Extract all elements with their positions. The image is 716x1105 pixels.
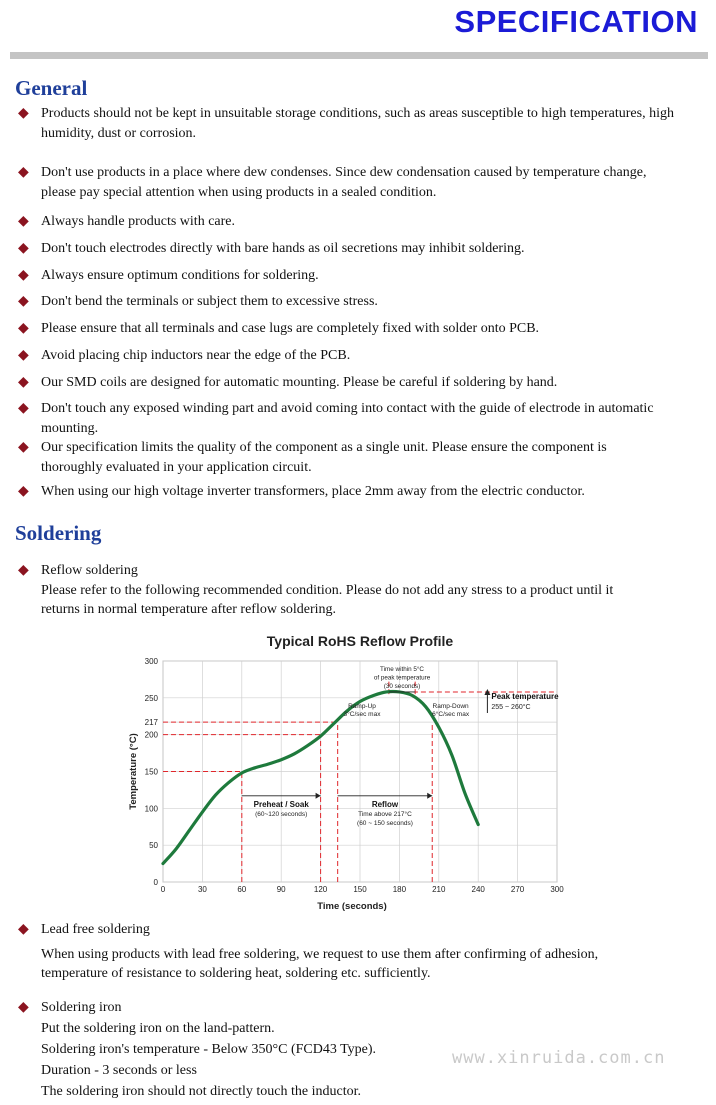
ramp-down-note: 6°C/sec max	[432, 711, 470, 719]
general-item-continuation: humidity, dust or corrosion.	[41, 125, 197, 141]
y-tick-label: 0	[153, 878, 158, 887]
lead-free-title: Lead free soldering	[41, 922, 150, 937]
diamond-bullet-icon: ◆	[18, 563, 29, 578]
general-item-text: Our specification limits the quality of the component as a single unit. Please ensure the component is	[41, 440, 607, 455]
general-item	[18, 266, 319, 286]
peak-temp-title: Peak temperature	[491, 692, 559, 701]
x-tick-label: 270	[510, 885, 525, 894]
general-item	[18, 212, 235, 232]
general-item-text: Don't bend the terminals or subject them to excessive stress.	[41, 294, 378, 309]
preheat-title: Preheat / Soak	[253, 799, 309, 809]
peak-window-note: (30 seconds)	[383, 683, 421, 690]
diamond-bullet-icon: ◆	[18, 321, 29, 336]
general-item	[18, 319, 539, 339]
ramp-up-note: Ramp-Up	[348, 703, 376, 711]
y-tick-label: 100	[144, 804, 158, 814]
general-item-text: Avoid placing chip inductors near the edge of the PCB.	[41, 348, 351, 363]
y-axis-label: Temperature (°C)	[128, 733, 139, 810]
general-item-text: Don't touch electrodes directly with bare hands as oil secretions may inhibit soldering.	[41, 241, 525, 256]
x-tick-label: 180	[392, 885, 407, 894]
reflow-time-note: Time above 217°C	[358, 810, 412, 818]
lead-free-line: When using products with lead free soldering, we request to use them after confirming of adhesion,	[41, 946, 599, 962]
diamond-bullet-icon: ◆	[18, 348, 29, 363]
general-item-text: Always ensure optimum conditions for soldering.	[41, 268, 319, 283]
reflow-profile-chart	[123, 632, 573, 914]
diamond-bullet-icon: ◆	[18, 1000, 29, 1015]
diamond-bullet-icon: ◆	[18, 214, 29, 229]
diamond-bullet-icon: ◆	[18, 484, 29, 499]
general-item-text: Always handle products with care.	[41, 214, 235, 229]
reflow-range: (60 ~ 150 seconds)	[357, 819, 413, 827]
diamond-bullet-icon: ◆	[18, 268, 29, 283]
x-tick-label: 120	[313, 885, 328, 894]
lead-free-line: temperature of resistance to soldering heat, soldering etc. sufficiently.	[41, 966, 431, 981]
diamond-bullet-icon: ◆	[18, 294, 29, 309]
iron-line: The soldering iron should not directly touch the inductor.	[41, 1083, 361, 1099]
x-tick-label: 150	[353, 885, 367, 894]
soldering-iron-item	[18, 998, 376, 1102]
general-item-text: When using our high voltage inverter transformers, place 2mm away from the electric conductor.	[41, 484, 585, 499]
peak-window-note: Time within 5°C	[380, 666, 424, 673]
reflow-title: Reflow	[371, 799, 399, 809]
general-item	[18, 399, 654, 438]
reflow-line: Please refer to the following recommended condition. Please do not add any stress to a product until it	[41, 582, 614, 598]
general-item-text: Don't use products in a place where dew condenses. Since dew condensation caused by temperature change,	[41, 165, 647, 180]
ramp-up-note: 3°C/sec max	[343, 711, 381, 719]
diamond-bullet-icon: ◆	[18, 922, 29, 937]
x-tick-label: 0	[160, 885, 166, 894]
x-tick-label: 240	[471, 885, 485, 894]
diamond-bullet-icon: ◆	[18, 165, 29, 180]
preheat-range: (60~120 seconds)	[255, 810, 308, 818]
general-item	[18, 292, 378, 312]
general-item-continuation: thoroughly evaluated in your application circuit.	[41, 459, 312, 475]
general-item-continuation: please pay special attention when using products in a sealed condition.	[41, 184, 437, 200]
peak-window-note: of peak temperature	[373, 674, 431, 682]
title-divider	[10, 52, 708, 59]
lead-free-item	[18, 920, 598, 984]
general-item	[18, 346, 350, 366]
x-tick-label: 60	[237, 885, 247, 894]
general-item	[18, 239, 524, 259]
general-item	[18, 104, 674, 143]
x-tick-label: 300	[550, 885, 564, 894]
diamond-bullet-icon: ◆	[18, 401, 29, 416]
reflow-soldering-item	[18, 561, 613, 620]
x-tick-label: 210	[432, 885, 446, 894]
general-heading: General	[15, 76, 88, 100]
general-item-text: Please ensure that all terminals and case lugs are completely fixed with solder onto PCB.	[41, 321, 540, 336]
iron-line: Put the soldering iron on the land-pattern.	[41, 1020, 275, 1036]
diamond-bullet-icon: ◆	[18, 106, 29, 121]
general-item-text: Don't touch any exposed winding part and avoid coming into contact with the guide of electrode in automatic	[41, 401, 654, 416]
general-item-text: Our SMD coils are designed for automatic mounting. Please be careful if soldering by hand.	[41, 375, 558, 390]
general-item	[18, 163, 646, 202]
iron-title: Soldering iron	[41, 1000, 122, 1015]
general-item-text: Products should not be kept in unsuitable storage conditions, such as areas susceptible to high temperatures, high	[41, 106, 674, 121]
iron-line: Duration - 3 seconds or less	[41, 1062, 197, 1078]
y-tick-label: 250	[144, 693, 158, 703]
x-tick-label: 90	[276, 885, 286, 894]
diamond-bullet-icon: ◆	[18, 241, 29, 256]
y-tick-label: 217	[144, 718, 158, 728]
general-item	[18, 482, 585, 502]
y-tick-label: 150	[144, 767, 158, 777]
soldering-heading: Soldering	[15, 521, 102, 545]
x-tick-label: 30	[197, 885, 207, 894]
y-tick-label: 200	[144, 730, 158, 740]
iron-line: Soldering iron's temperature - Below 350°C (FCD43 Type).	[41, 1041, 377, 1057]
general-item	[18, 373, 557, 393]
x-axis-label: Time (seconds)	[317, 901, 387, 912]
chart-title: Typical RoHS Reflow Profile	[266, 633, 454, 649]
y-tick-label: 300	[144, 657, 158, 666]
y-tick-label: 50	[149, 841, 158, 851]
diamond-bullet-icon: ◆	[18, 375, 29, 390]
general-item-continuation: mounting.	[41, 420, 99, 436]
reflow-title: Reflow soldering	[41, 563, 138, 578]
peak-temp-range: 255 ~ 260°C	[491, 704, 531, 711]
general-item	[18, 438, 607, 477]
ramp-down-note: Ramp-Down	[432, 703, 469, 711]
reflow-line: returns in normal temperature after reflow soldering.	[41, 602, 337, 617]
page-title: SPECIFICATION	[454, 4, 698, 39]
diamond-bullet-icon: ◆	[18, 440, 29, 455]
watermark: www.xinruida.com.cn	[452, 1048, 666, 1068]
